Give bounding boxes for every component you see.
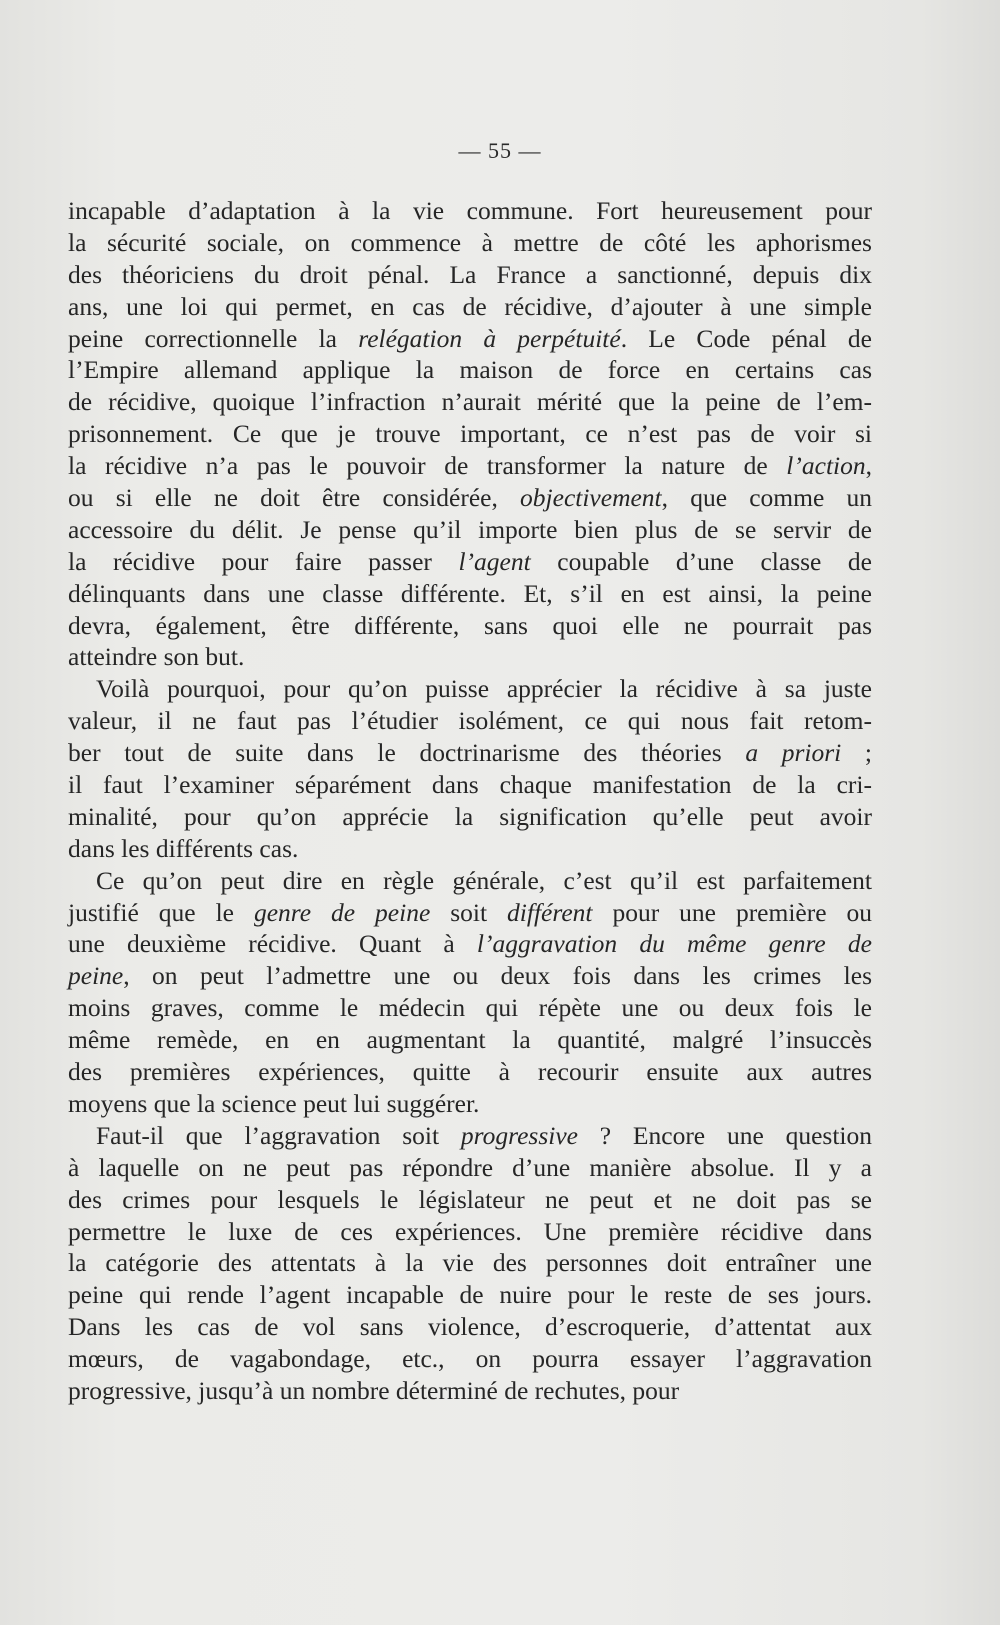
text-line [68, 195, 872, 227]
text-run: valeur, il ne faut pas l’étudier isolément, ce qui nous fait retom- [68, 706, 872, 736]
text-run: Faut-il que l’aggravation soit [96, 1120, 461, 1150]
text-line [68, 514, 872, 546]
text-run: pour une première ou [592, 897, 873, 927]
text-run: la récidive n’a pas le pouvoir de transformer la nature de [68, 451, 787, 481]
text-line [68, 1184, 872, 1216]
text-run: accessoire du délit. Je pense qu’il importe bien plus de se servir de [68, 514, 872, 544]
paragraph [68, 673, 872, 864]
paragraph [68, 1120, 872, 1407]
text-line [68, 546, 872, 578]
text-run: peine correctionnelle la [68, 323, 359, 353]
text-line [68, 578, 872, 610]
text-run: moins graves, comme le médecin qui répète une ou deux fois le [68, 993, 872, 1023]
paragraph [68, 865, 872, 1120]
text-run: soit [430, 897, 508, 927]
text-run: la récidive pour faire passer [68, 546, 459, 576]
text-line [68, 1247, 872, 1279]
text-line [68, 865, 872, 897]
text-line [68, 960, 872, 992]
text-line [68, 1375, 872, 1407]
text-line [68, 705, 872, 737]
text-run: incapable d’adaptation à la vie commune. Fort heureusement pour [68, 196, 872, 225]
text-line [68, 1311, 872, 1343]
text-line [68, 1216, 872, 1248]
italic-phrase: objectivement [520, 483, 662, 513]
text-line [68, 992, 872, 1024]
italic-phrase: l’action [786, 451, 866, 481]
text-run: ou si elle ne doit être considérée, [68, 483, 521, 513]
text-run: une deuxième récidive. Quant à [68, 929, 477, 959]
text-run: Voilà pourquoi, pour qu’on puisse apprécier la récidive à sa juste [96, 674, 872, 704]
text-line [68, 1279, 872, 1311]
text-line [68, 737, 872, 769]
text-line [68, 641, 872, 673]
text-run: ? Encore une question [577, 1120, 872, 1150]
italic-phrase: progressive [460, 1120, 578, 1150]
text-run: progressive, jusqu’à un nombre déterminé de rechutes, pour [68, 1375, 680, 1405]
italic-phrase: différent [507, 897, 593, 927]
text-run: la catégorie des attentats à la vie des personnes doit entraîner une [68, 1248, 872, 1278]
page-number: — 55 — [458, 138, 542, 163]
text-line [68, 1056, 872, 1088]
text-line [68, 291, 872, 323]
text-line [68, 1088, 872, 1120]
text-run: délinquants dans une classe différente. Et, s’il en est ainsi, la peine [68, 578, 872, 608]
text-run: ans, une loi qui permet, en cas de récidive, d’ajouter à une simple [68, 291, 872, 321]
text-run: Ce qu’on peut dire en règle générale, c’est qu’il est parfaitement [96, 865, 872, 895]
text-line [68, 418, 872, 450]
text-line [68, 1120, 872, 1152]
text-run: prisonnement. Ce que je trouve important, ce n’est pas de voir si [68, 419, 872, 449]
text-run: minalité, pour qu’on apprécie la signification qu’elle peut avoir [68, 801, 872, 831]
text-run: l’Empire allemand applique la maison de force en certains cas [68, 355, 872, 385]
text-run: des théoriciens du droit pénal. La France a sanctionné, depuis dix [68, 259, 872, 289]
text-run: de récidive, quoique l’infraction n’aurait mérité que la peine de l’em- [68, 387, 872, 417]
italic-phrase: relégation à perpétuité [358, 323, 621, 353]
text-run: mœurs, de vagabondage, etc., on pourra essayer l’aggravation [68, 1344, 872, 1374]
text-run: Dans les cas de vol sans violence, d’escroquerie, d’attentat aux [68, 1312, 872, 1342]
text-line [68, 928, 872, 960]
text-line [68, 1024, 872, 1056]
italic-phrase: a priori [745, 738, 842, 768]
body-text [68, 195, 872, 1407]
italic-phrase: l’aggravation du même genre de [476, 929, 872, 959]
text-run: , [865, 451, 872, 481]
text-run: coupable d’une classe de [530, 546, 872, 576]
italic-phrase: l’agent [458, 546, 531, 576]
text-line [68, 833, 872, 865]
text-run: moyens que la science peut lui suggérer. [68, 1088, 480, 1118]
text-run: ber tout de suite dans le doctrinarisme des théories [68, 738, 746, 768]
text-run: peine qui rende l’agent incapable de nuire pour le reste de ses jours. [68, 1280, 872, 1310]
text-line [68, 482, 872, 514]
text-line [68, 259, 872, 291]
text-run: . Le Code pénal de [620, 323, 873, 353]
text-run: à laquelle on ne peut pas répondre d’une manière absolue. Il y a [68, 1152, 872, 1182]
text-line [68, 227, 872, 259]
text-line [68, 323, 872, 355]
text-run: devra, également, être différente, sans quoi elle ne pourrait pas [68, 610, 872, 640]
text-line [68, 354, 872, 386]
text-run: des premières expériences, quitte à recourir ensuite aux autres [68, 1057, 872, 1087]
text-run: , que comme un [661, 483, 872, 513]
text-run: il faut l’examiner séparément dans chaque manifestation de la cri- [68, 770, 872, 800]
paragraph [68, 195, 872, 673]
text-run: dans les différents cas. [68, 833, 299, 863]
text-run: justifié que le [68, 897, 254, 927]
text-run: permettre le luxe de ces expériences. Une première récidive dans [68, 1216, 872, 1246]
text-run: même remède, en en augmentant la quantité, malgré l’insuccès [68, 1025, 872, 1055]
text-line [68, 1152, 872, 1184]
text-run: atteindre son but. [68, 642, 245, 672]
text-line [68, 673, 872, 705]
italic-phrase: genre de peine [253, 897, 431, 927]
text-run: des crimes pour lesquels le législateur ne peut et ne doit pas se [68, 1184, 872, 1214]
text-line [68, 386, 872, 418]
text-line [68, 610, 872, 642]
text-line [68, 769, 872, 801]
text-line [68, 450, 872, 482]
text-run: ; [841, 738, 872, 768]
italic-phrase: peine [68, 961, 124, 991]
text-run: la sécurité sociale, on commence à mettre de côté les aphorismes [68, 227, 872, 257]
text-run: , on peut l’admettre une ou deux fois dans les crimes les [123, 961, 872, 991]
text-line [68, 897, 872, 929]
text-line [68, 801, 872, 833]
text-line [68, 1343, 872, 1375]
